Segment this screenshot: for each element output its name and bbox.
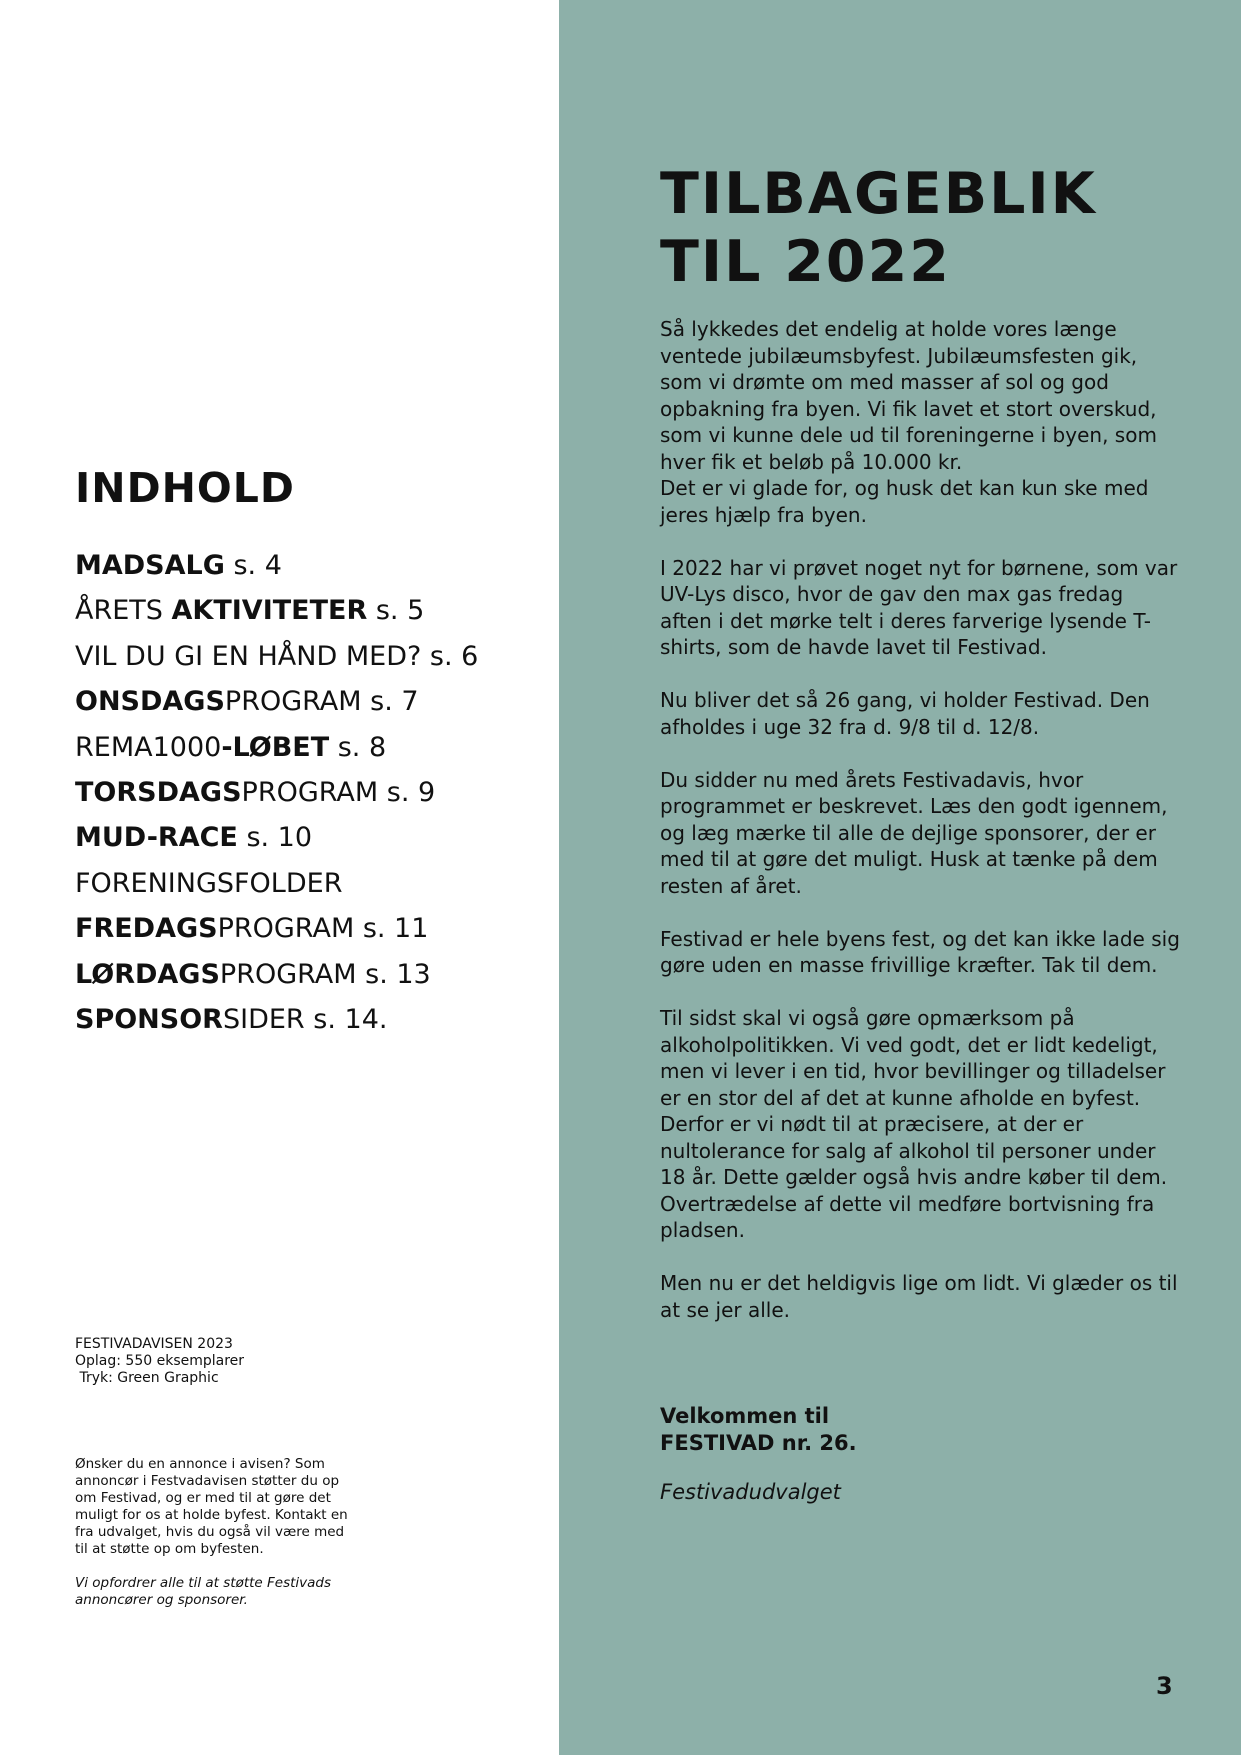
article-title-line1: TILBAGEBLIK [660,161,1097,227]
toc-item [75,815,478,860]
toc-item-rest: PROGRAM s. 13 [219,958,431,990]
advert-body: Ønsker du en annonce i avisen? Som annoncør i Festvadavisen støtter du op om Festivad, og er med til at gøre det muligt for os at holde byfest. Kontakt en fra udvalget, hvis du også vil være med til at støtte op om byfesten. [75,1456,348,1557]
colophon-title: FESTIVADAVISEN 2023 [75,1336,233,1352]
article-paragraph-1b: Det er vi glade for, og husk det kan kun ske med jeres hjælp fra byen. [660,476,1149,527]
article-paragraph [660,316,1180,528]
article-body [660,316,1180,1350]
toc-item-bold: TORSDAGS [75,776,242,808]
article-paragraph-6: Til sidst skal vi også gøre opmærksom på alkoholpolitikken. Vi ved godt, det er lidt kedeligt, men vi lever i en tid, hvor bevillinger og tilladelser er en stor del af det at kunne afholde en byfest. Derfor er vi nødt til at præcisere, at der er nultolerance for salg af alkohol til personer under 18 år. Dette gælder også hvis andre køber til dem. Overtrædelse af dette vil medføre bortvisning fra pladsen. [660,1006,1168,1242]
toc-item [75,906,478,951]
toc-item-bold: SPONSOR [75,1003,223,1035]
toc-item [75,861,478,906]
advert-notice [75,1456,365,1609]
toc-item [75,679,478,724]
page-number: 3 [1156,1672,1173,1700]
toc-item-rest: PROGRAM s. 9 [241,776,436,808]
toc-item [75,588,478,633]
toc-item-rest: PROGRAM s. 7 [224,686,419,718]
article-paragraph-4: Du sidder nu med årets Festivadavis, hvor programmet er beskrevet. Læs den godt igennem, og læg mærke til alle de dejlige sponsorer, der er med til at gøre det muligt. Husk at tænke på dem resten af året. [660,767,1168,898]
toc-item-bold: AKTIVITETER [171,595,368,627]
sign-off [660,1403,857,1506]
toc-item-bold: ONSDAGS [75,686,225,718]
advert-note: Vi opfordrer alle til at støtte Festivads annoncører og sponsorer. [75,1575,332,1608]
article-title [660,160,1097,296]
toc-item [75,543,478,588]
colophon-printer: Tryk: Green Graphic [75,1370,219,1386]
toc-item-rest: s. 10 [237,822,313,854]
toc-item-rest: SIDER s. 14. [222,1003,388,1035]
article-paragraph-5: Festivad er hele byens fest, og det kan ikke lade sig gøre uden en masse frivillige kræfter. Tak til dem. [660,926,1180,977]
toc-heading: INDHOLD [75,464,295,512]
toc-item-bold: MADSALG [75,550,225,581]
article-paragraph-3: Nu bliver det så 26 gang, vi holder Festivad. Den afholdes i uge 32 fra d. 9/8 til d. 12/8. [660,688,1150,739]
toc-item-bold: -LØBET [221,731,330,763]
toc-item [75,634,478,679]
toc-item-prefix: REMA1000 [75,731,222,763]
toc-item [75,997,478,1042]
toc-item-rest: PROGRAM s. 11 [217,913,429,945]
article-paragraph-1: Så lykkedes det endelig at holde vores længe ventede jubilæumsbyfest. Jubilæumsfesten gik, som vi drømte om med masser af sol og god opbakning fra byen. Vi fik lavet et stort overskud, som vi kunne dele ud til foreningerne i byen, som hver fik et beløb på 10.000 kr. [660,317,1157,474]
article-title-line2: TIL 2022 [660,229,951,295]
toc-item-prefix: FORENINGSFOLDER [75,867,343,899]
welcome-line-1: Velkommen til [660,1404,830,1428]
toc-item-bold: LØRDAGS [75,958,220,990]
left-column [0,0,559,1755]
table-of-contents [75,543,478,1042]
toc-item-rest: s. 5 [367,595,425,627]
colophon [75,1336,244,1387]
toc-item [75,725,478,770]
toc-item [75,770,478,815]
welcome-line-2: FESTIVAD nr. 26. [660,1431,857,1455]
toc-item-bold: MUD-RACE [75,822,238,854]
article-paragraph-2: I 2022 har vi prøvet noget nyt for børnene, som var UV-Lys disco, hvor de gav den max gas fredag aften i det mørke telt i deres farverige lysende T-shirts, som de havde lavet til Festivad. [660,555,1178,659]
article-paragraph-7: Men nu er det heldigvis lige om lidt. Vi glæder os til at se jer alle. [660,1271,1178,1322]
signature: Festivadudvalget [660,1480,841,1504]
toc-item-rest: s. 4 [224,550,282,581]
toc-item-bold: FREDAGS [75,913,218,945]
toc-item-rest: s. 8 [329,731,387,763]
toc-item [75,952,478,997]
toc-item-prefix: ÅRETS [75,595,172,627]
toc-item-prefix: VIL DU GI EN HÅND MED? s. 6 [75,640,479,672]
colophon-circulation: Oplag: 550 eksemplarer [75,1353,245,1369]
